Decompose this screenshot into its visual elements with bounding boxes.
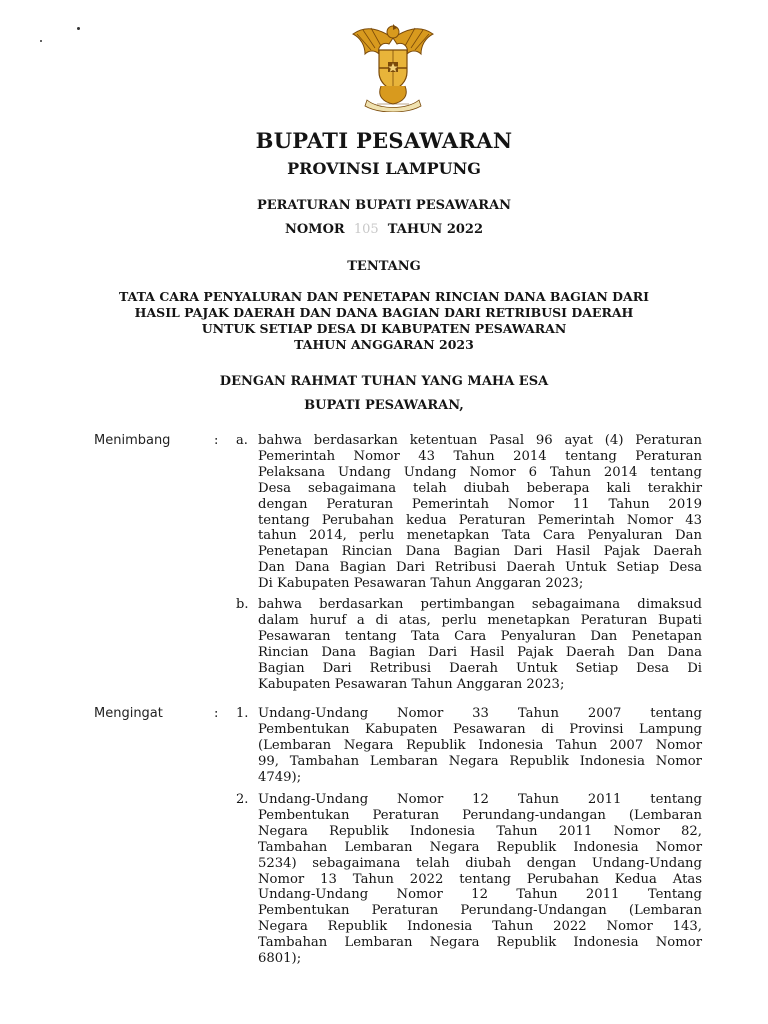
regent-heading: BUPATI PESAWARAN <box>255 128 513 153</box>
text-line: Pesawaran tentang Tata Cara Penyaluran Dan Penetapan <box>258 628 702 644</box>
text-line: Penetapan Rincian Dana Bagian Dari Hasil Pajak Daerah <box>258 544 702 560</box>
text-line: Di Kabupaten Pesawaran Tahun Anggaran 2023; <box>258 576 584 592</box>
text-line: Dan Dana Bagian Dari Retribusi Daerah Untuk Setiap Desa <box>258 560 702 576</box>
blessing-heading: DENGAN RAHMAT TUHAN YANG MAHA ESA <box>219 374 549 389</box>
text-line: (Lembaran Negara Republik Indonesia Tahun 2007 Nomor <box>258 737 702 753</box>
text-line: Desa sebagaimana telah diubah beberapa kali terakhir <box>258 480 702 496</box>
text-line: 5234) sebagaimana telah diubah dengan Undang-Undang <box>258 855 702 871</box>
text-line: Pembentukan Kabupaten Pesawaran di Provinsi Lampung <box>258 721 702 737</box>
item-marker: 1. <box>236 706 249 721</box>
menimbang-item-b <box>258 597 702 692</box>
text-line: Negara Republik Indonesia Tahun 2011 Nomor 82, <box>258 823 702 839</box>
text-line: dalam huruf a di atas, perlu menetapkan Peraturan Bupati <box>258 612 702 628</box>
text-line: Tambahan Lembaran Negara Republik Indonesia Nomor <box>258 935 702 951</box>
text-line: Bagian Dari Retribusi Daerah Untuk Setiap Desa Di <box>258 660 702 676</box>
scan-speck <box>40 40 42 42</box>
item-marker: b. <box>236 597 249 612</box>
title-line: HASIL PAJAK DAERAH DAN DANA BAGIAN DARI RETRIBUSI DAERAH <box>134 305 634 320</box>
text-line: Pembentukan Peraturan Perundang-Undangan (Lembaran <box>258 903 702 919</box>
menimbang-colon: : <box>214 433 219 448</box>
title-line: UNTUK SETIAP DESA DI KABUPATEN PESAWARAN <box>201 321 567 336</box>
scan-speck <box>77 27 80 30</box>
garuda-emblem-icon <box>343 20 443 112</box>
text-line: Undang-Undang Nomor 33 Tahun 2007 tentang <box>258 706 702 721</box>
regulation-type: PERATURAN BUPATI PESAWARAN <box>256 198 512 213</box>
text-line: Negara Republik Indonesia Tahun 2022 Nomor 143, <box>258 919 702 935</box>
nomor-value: 105 <box>353 222 379 237</box>
text-line: Pelaksana Undang Undang Nomor 6 Tahun 2014 tentang <box>258 464 702 480</box>
nomor-year: TAHUN 2022 <box>387 222 484 237</box>
text-line: Tambahan Lembaran Negara Republik Indonesia Nomor <box>258 839 702 855</box>
regulation-title <box>0 289 768 353</box>
text-line: Undang-Undang Nomor 12 Tahun 2011 Tentang <box>258 887 702 903</box>
text-line: dengan Peraturan Pemerintah Nomor 11 Tahun 2019 <box>258 496 702 512</box>
menimbang-label: Menimbang <box>94 433 171 448</box>
text-line: 4749); <box>258 769 302 785</box>
item-marker: 2. <box>236 792 249 807</box>
province-heading: PROVINSI LAMPUNG <box>287 159 481 178</box>
text-line: Pemerintah Nomor 43 Tahun 2014 tentang Peraturan <box>258 448 702 464</box>
nomor-prefix: NOMOR <box>284 222 345 237</box>
text-line: Kabupaten Pesawaran Tahun Anggaran 2023; <box>258 676 565 692</box>
text-line: Rincian Dana Bagian Dari Hasil Pajak Daerah Dan Dana <box>258 644 702 660</box>
about-heading: TENTANG <box>347 259 421 274</box>
text-line: Undang-Undang Nomor 12 Tahun 2011 tentang <box>258 792 702 807</box>
mengingat-item-2 <box>258 792 702 967</box>
menimbang-item-a <box>258 433 702 592</box>
mengingat-label: Mengingat <box>94 706 163 721</box>
mengingat-item-1 <box>258 706 702 786</box>
text-line: bahwa berdasarkan pertimbangan sebagaimana dimaksud <box>258 597 702 612</box>
text-line: tentang Perubahan kedua Peraturan Pemerintah Nomor 43 <box>258 512 702 528</box>
item-marker: a. <box>236 433 248 448</box>
text-line: 99, Tambahan Lembaran Negara Republik Indonesia Nomor <box>258 753 702 769</box>
text-line: tahun 2014, perlu menetapkan Tata Cara Penyaluran Dan <box>258 528 702 544</box>
regulation-number <box>0 222 768 237</box>
text-line: 6801); <box>258 951 302 967</box>
text-line: Pembentukan Peraturan Perundang-undangan (Lembaran <box>258 807 702 823</box>
mengingat-colon: : <box>214 706 219 721</box>
title-line: TAHUN ANGGARAN 2023 <box>294 337 474 352</box>
text-line: bahwa berdasarkan ketentuan Pasal 96 ayat (4) Peraturan <box>258 433 702 448</box>
regent-signoff: BUPATI PESAWARAN, <box>304 398 464 413</box>
title-line: TATA CARA PENYALURAN DAN PENETAPAN RINCIAN DANA BAGIAN DARI <box>119 289 649 304</box>
text-line: Nomor 13 Tahun 2022 tentang Perubahan Kedua Atas <box>258 871 702 887</box>
